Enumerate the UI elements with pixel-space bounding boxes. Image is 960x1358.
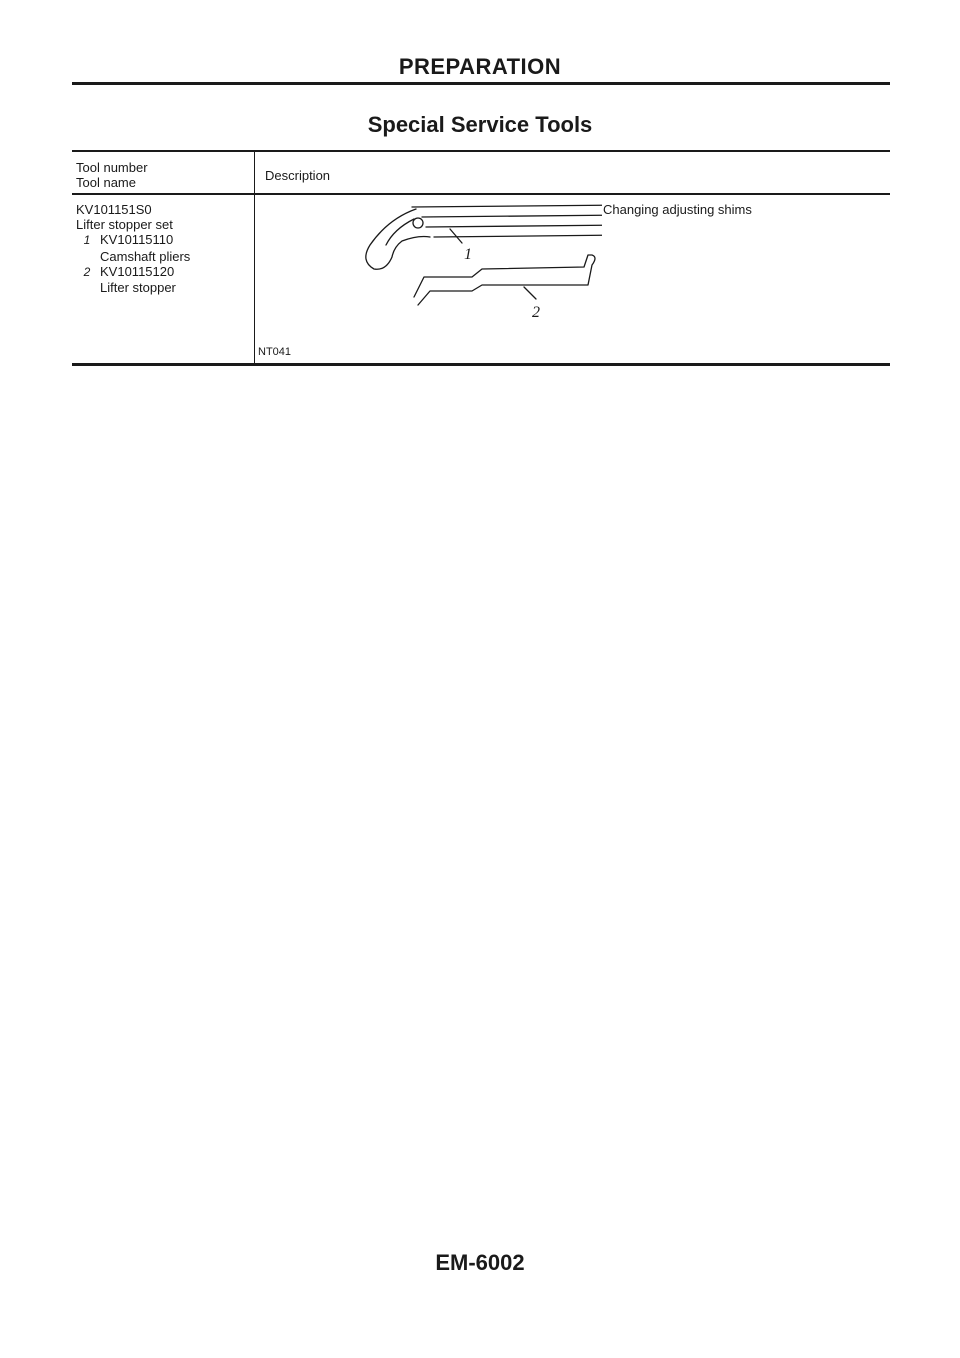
header-tool-column xyxy=(76,160,148,190)
tool-name: Lifter stopper set xyxy=(76,217,173,233)
part-number: KV10115110 xyxy=(100,232,174,248)
label-leader-2 xyxy=(524,287,536,299)
part-name: Camshaft pliers xyxy=(100,248,191,264)
part-number: KV10115120 xyxy=(100,263,175,279)
tool-description: Changing adjusting shims xyxy=(603,202,752,217)
pliers-pivot xyxy=(413,218,423,228)
label-leader-1 xyxy=(450,229,462,243)
header-tool-name: Tool name xyxy=(76,175,136,191)
part-name: Lifter stopper xyxy=(100,280,176,296)
part-marker: 1 xyxy=(83,233,91,248)
table-bottom-rule xyxy=(72,363,890,366)
figure-label-1: 1 xyxy=(464,246,472,263)
figure-label-2: 2 xyxy=(532,304,540,321)
part-marker: 2 xyxy=(83,264,91,279)
column-divider xyxy=(254,152,255,193)
page-footer-code: EM-6002 xyxy=(435,1250,525,1275)
tool-number: KV101151S0 xyxy=(76,202,152,217)
figure-code: NT041 xyxy=(258,346,292,358)
table-top-rule xyxy=(72,150,890,152)
column-divider xyxy=(254,195,255,363)
page-header-title: PREPARATION xyxy=(398,54,562,79)
header-tool-number: Tool number xyxy=(76,160,148,175)
header-rule xyxy=(72,82,890,85)
camshaft-pliers-lifter-stopper-figure xyxy=(342,195,602,325)
header-description: Description xyxy=(265,168,331,183)
pliers-upper-handle xyxy=(412,205,602,217)
part-item xyxy=(76,232,190,248)
table-row xyxy=(76,202,190,295)
section-title: Special Service Tools xyxy=(367,112,593,137)
lifter-stopper xyxy=(414,255,595,305)
special-service-tools-table xyxy=(72,150,890,366)
part-item xyxy=(76,264,190,280)
